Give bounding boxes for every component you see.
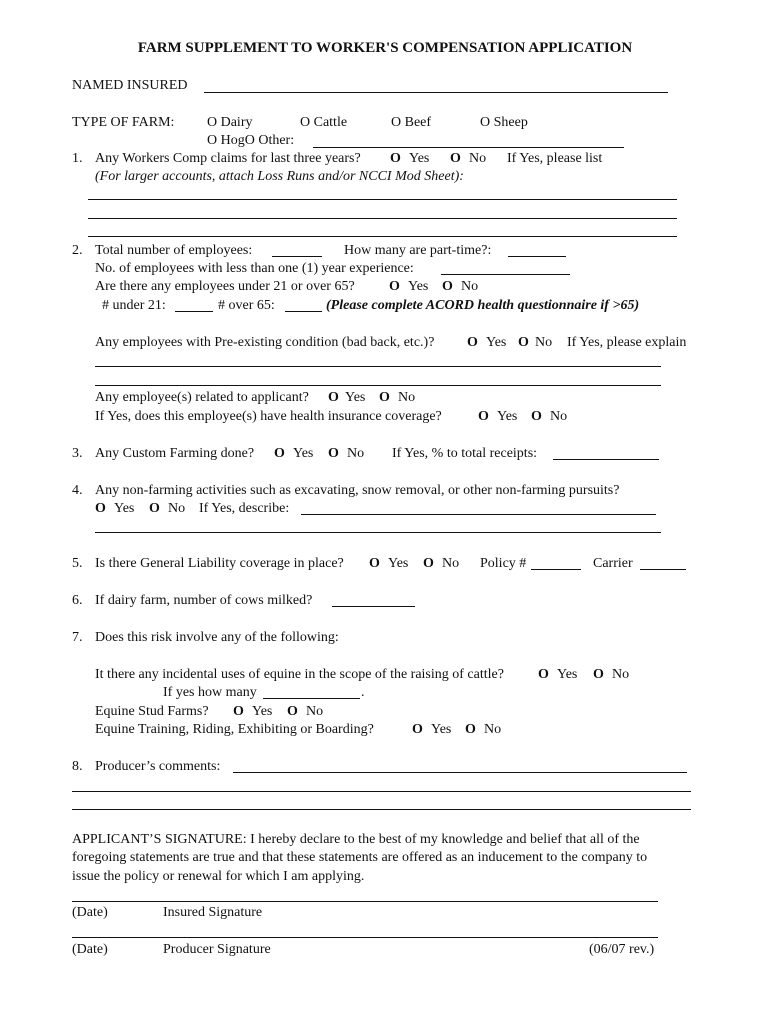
carrier-field[interactable] [640,569,686,570]
q7-equine-question: It there any incidental uses of equine in the scope of the raising of cattle? [95,667,504,682]
comments-line-3[interactable] [72,809,691,810]
option-sheep[interactable]: O Sheep [480,115,528,130]
q7-stud-yes-label: Yes [252,704,273,719]
q2-under21-yes-label: Yes [408,279,429,294]
comments-line-1[interactable] [233,772,687,773]
comments-line-2[interactable] [72,791,691,792]
insured-signature-label: Insured Signature [163,905,263,920]
q4-yes-radio[interactable]: O [95,501,106,516]
q7-training-yes-label: Yes [431,722,452,737]
q7-equine-no-label: No [612,667,630,682]
q7-stud-yes-radio[interactable]: O [233,704,244,719]
q2-related-yes-label: Yes [345,390,366,405]
q1-no-label: No [469,151,487,166]
q3-number: 3. [72,446,83,461]
q2-preexisting-ifyes: If Yes, please explain [567,335,687,350]
total-employees-field[interactable] [272,256,322,257]
q4-ifyes: If Yes, describe: [199,501,290,516]
q7-number: 7. [72,630,83,645]
q6-text: If dairy farm, number of cows milked? [95,593,313,608]
q3-yes-label: Yes [293,446,314,461]
q2-preexisting-yes-label: Yes [486,335,507,350]
q3-no-label: No [347,446,365,461]
q2-related-no-label: No [398,390,416,405]
named-insured-label: NAMED INSURED [72,78,188,93]
q7-training-yes-radio[interactable]: O [412,722,423,737]
preexisting-explain-line-2[interactable] [95,385,661,386]
over65-count-field[interactable] [285,311,322,312]
q5-yes-label: Yes [388,556,409,571]
q2-total-label: Total number of employees: [95,243,253,258]
q3-ifyes: If Yes, % to total receipts: [392,446,538,461]
q3-no-radio[interactable]: O [328,446,339,461]
q2-health-yes-label: Yes [497,409,518,424]
q4-describe-line-2[interactable] [95,532,661,533]
q1-note: (For larger accounts, attach Loss Runs and/or NCCI Mod Sheet): [95,169,464,184]
option-hog-other[interactable]: O HogO Other: [207,133,295,148]
q5-policy-label: Policy # [480,556,527,571]
q7-stud-no-label: No [306,704,324,719]
declaration-line-1: APPLICANT’S SIGNATURE: I hereby declare to the best of my knowledge and belief that all of the [72,832,640,847]
q1-number: 1. [72,151,83,166]
q2-under21-no-label: No [461,279,479,294]
q2-related-yes-radio[interactable]: O [328,390,339,405]
q7-training-no-label: No [484,722,502,737]
declaration-line-3: issue the policy or renewal for which I am applying. [72,869,365,884]
q7-equine-no-radio[interactable]: O [593,667,604,682]
q7-training-question: Equine Training, Riding, Exhibiting or Boarding? [95,722,374,737]
q1-yes-radio[interactable]: O [390,151,401,166]
q2-under21-count-label: # under 21: [102,298,166,313]
custom-farming-percent-field[interactable] [553,459,659,460]
q2-health-no-label: No [550,409,568,424]
q2-health-question: If Yes, does this employee(s) have health insurance coverage? [95,409,442,424]
q8-number: 8. [72,759,83,774]
q2-health-yes-radio[interactable]: O [478,409,489,424]
lessyear-field[interactable] [441,274,570,275]
q5-no-label: No [442,556,460,571]
q1-list-line-2[interactable] [88,218,677,219]
q2-over65-count-label: # over 65: [218,298,275,313]
other-farm-field[interactable] [313,147,624,148]
q4-describe-line-1[interactable] [301,514,656,515]
parttime-field[interactable] [508,256,566,257]
q5-no-radio[interactable]: O [423,556,434,571]
option-dairy[interactable]: O Dairy [207,115,253,130]
q2-under21-no-radio[interactable]: O [442,279,453,294]
q2-related-no-radio[interactable]: O [379,390,390,405]
q1-ifyes: If Yes, please list [507,151,603,166]
q3-text: Any Custom Farming done? [95,446,255,461]
q2-preexisting-yes-radio[interactable]: O [467,335,478,350]
producer-signature-label: Producer Signature [163,942,271,957]
q2-number: 2. [72,243,83,258]
producer-signature-line[interactable] [72,937,658,938]
form-title: FARM SUPPLEMENT TO WORKER'S COMPENSATION APPLICATION [137,40,633,56]
q2-parttime-label: How many are part-time?: [344,243,492,258]
q7-equine-yes-label: Yes [557,667,578,682]
q4-yes-label: Yes [114,501,135,516]
named-insured-field[interactable] [204,92,668,93]
q3-yes-radio[interactable]: O [274,446,285,461]
q2-under21-question: Are there any employees under 21 or over 65? [95,279,355,294]
declaration-line-2: foregoing statements are true and that these statements are offered as an inducement to the company to [72,850,648,865]
under21-count-field[interactable] [175,311,213,312]
q5-number: 5. [72,556,83,571]
q5-carrier-label: Carrier [593,556,633,571]
q1-text: Any Workers Comp claims for last three years? [95,151,361,166]
q4-no-label: No [168,501,186,516]
q4-no-radio[interactable]: O [149,501,160,516]
q8-text: Producer’s comments: [95,759,221,774]
cows-milked-field[interactable] [332,606,415,607]
q4-text: Any non-farming activities such as excavating, snow removal, or other non-farming pursuits? [95,483,620,498]
q2-preexisting-no-label: No [535,335,553,350]
q2-acord-note: (Please complete ACORD health questionnaire if >65) [326,298,640,313]
q7-stud-no-radio[interactable]: O [287,704,298,719]
q7-training-no-radio[interactable]: O [465,722,476,737]
producer-date-label: (Date) [72,942,108,957]
q1-no-radio[interactable]: O [450,151,461,166]
q5-yes-radio[interactable]: O [369,556,380,571]
q2-health-no-radio[interactable]: O [531,409,542,424]
q1-list-line-1[interactable] [88,199,677,200]
equine-howmany-field[interactable] [263,698,360,699]
q7-stud-question: Equine Stud Farms? [95,704,209,719]
q1-yes-label: Yes [409,151,430,166]
policy-number-field[interactable] [531,569,581,570]
insured-signature-line[interactable] [72,901,658,902]
q2-related-question: Any employee(s) related to applicant? [95,390,309,405]
q2-lessyear-label: No. of employees with less than one (1) year experience: [95,261,414,276]
q7-howmany-label: If yes how many [163,685,257,700]
option-cattle[interactable]: O Cattle [300,115,348,130]
q2-preexisting-no-radio[interactable]: O [518,335,529,350]
q2-preexisting-question: Any employees with Pre-existing condition (bad back, etc.)? [95,335,435,350]
q6-number: 6. [72,593,83,608]
q5-text: Is there General Liability coverage in place? [95,556,344,571]
insured-date-label: (Date) [72,905,108,920]
revision-label: (06/07 rev.) [589,942,655,957]
q7-text: Does this risk involve any of the following: [95,630,339,645]
q2-under21-yes-radio[interactable]: O [389,279,400,294]
type-of-farm-label: TYPE OF FARM: [72,115,175,130]
option-beef[interactable]: O Beef [391,115,432,130]
q1-list-line-3[interactable] [88,236,677,237]
q4-number: 4. [72,483,83,498]
q7-equine-yes-radio[interactable]: O [538,667,549,682]
preexisting-explain-line-1[interactable] [95,366,661,367]
